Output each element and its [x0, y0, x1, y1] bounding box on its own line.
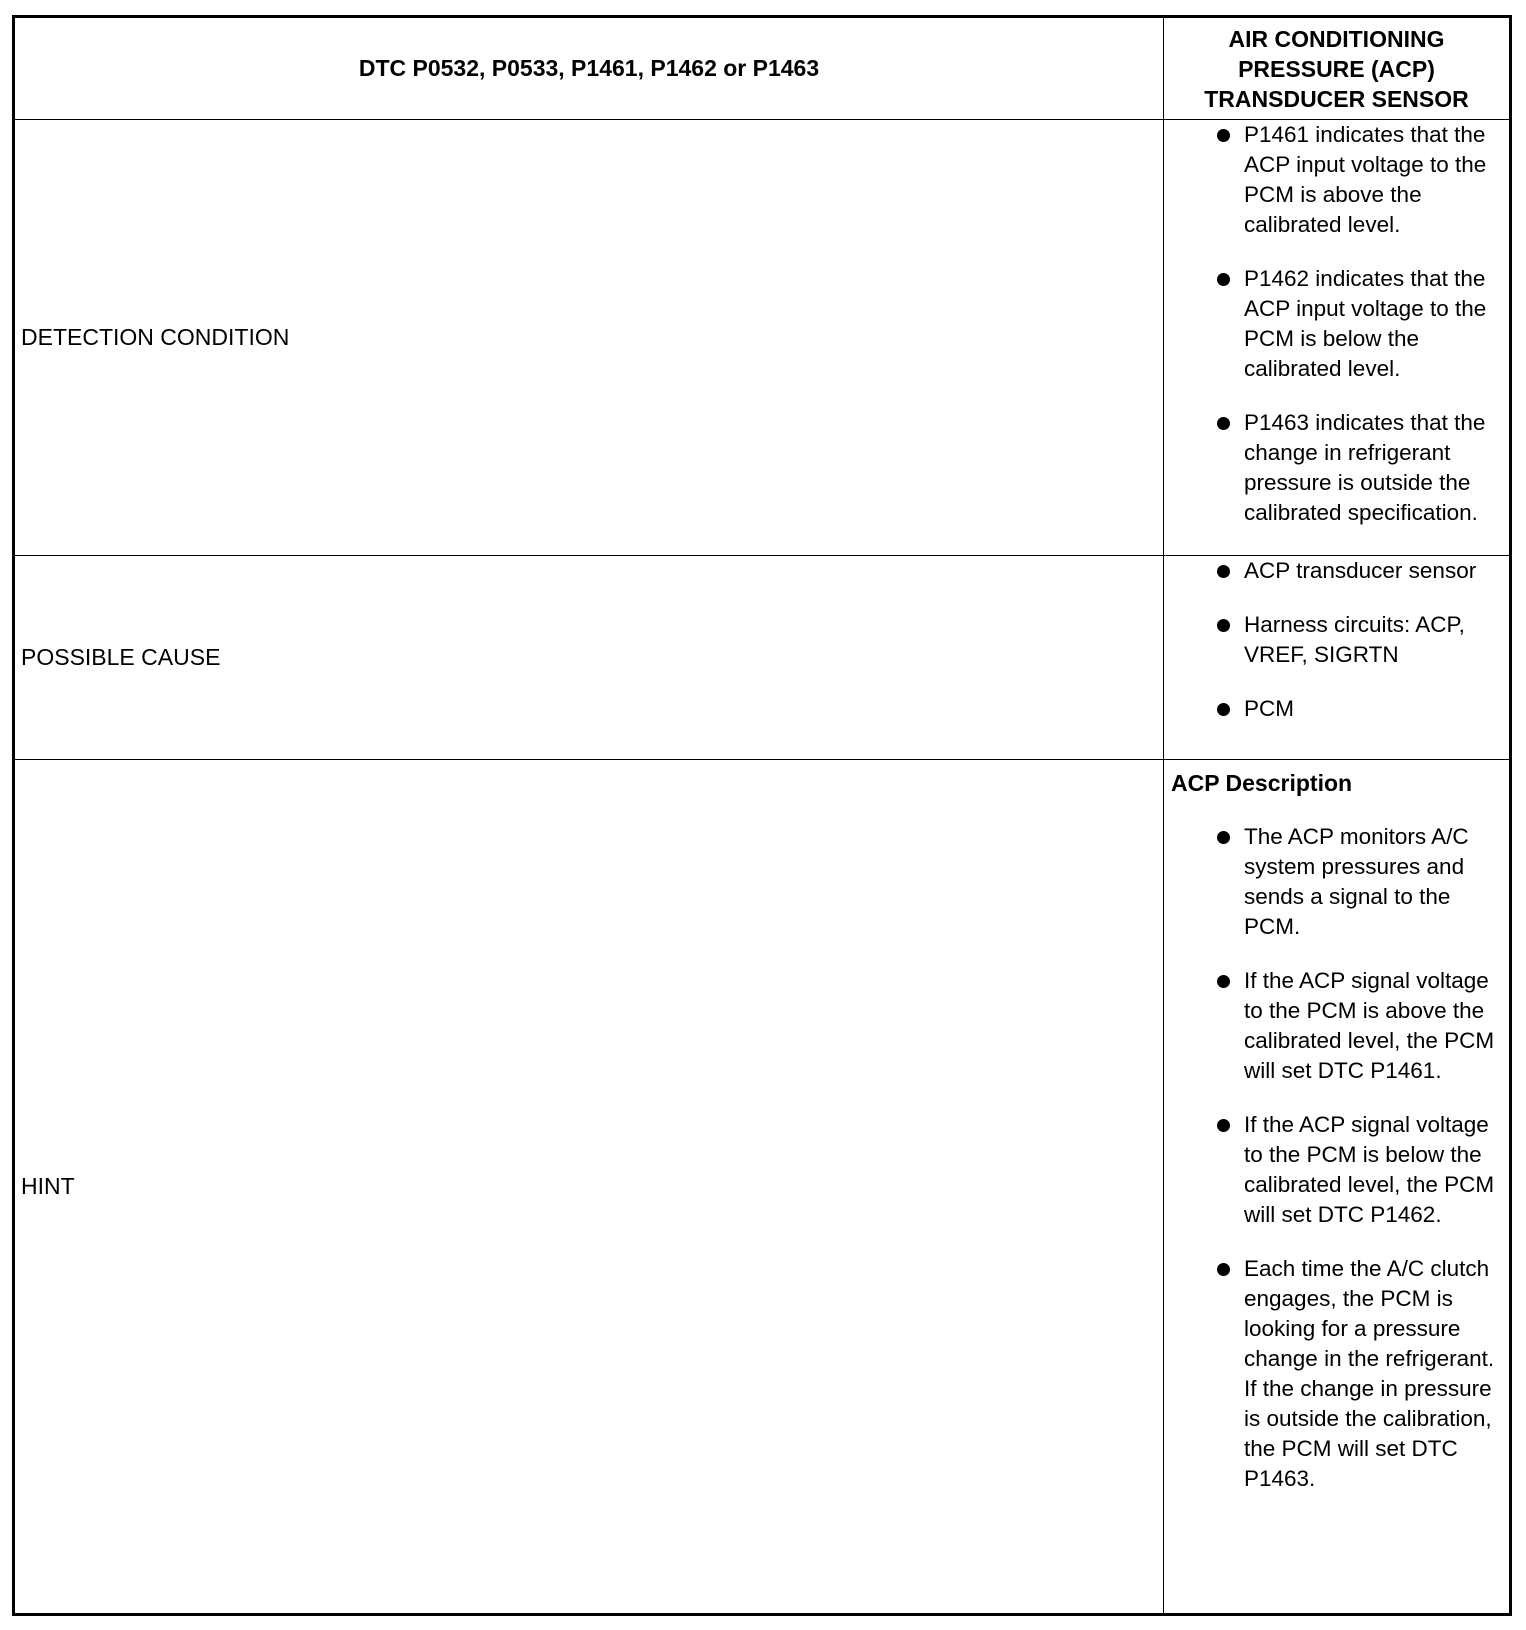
bullet-icon: [1217, 417, 1230, 430]
list-item: The ACP monitors A/C system pressures and sends a signal to the PCM.: [1164, 822, 1509, 942]
bullet-icon: [1217, 565, 1230, 578]
hint-row: [15, 760, 1509, 1613]
detection-condition-label: DETECTION CONDITION: [21, 324, 290, 350]
bullet-icon: [1217, 703, 1230, 716]
hint-label-cell: [15, 760, 1164, 1613]
detection-condition-list: [1164, 120, 1509, 528]
bullet-icon: [1217, 273, 1230, 286]
bullet-icon: [1217, 129, 1230, 142]
detection-condition-content: [1164, 120, 1509, 555]
list-item: If the ACP signal voltage to the PCM is below the calibrated level, the PCM will set DTC P1462.: [1164, 1110, 1509, 1230]
list-item: P1461 indicates that the ACP input voltage to the PCM is above the calibrated level.: [1164, 120, 1509, 240]
detection-condition-row: [15, 120, 1509, 556]
possible-cause-row: [15, 556, 1509, 760]
dtc-table: [12, 15, 1512, 1616]
bullet-icon: [1217, 831, 1230, 844]
bullet-icon: [1217, 975, 1230, 988]
possible-cause-content: [1164, 556, 1509, 759]
table-header-row: [15, 18, 1509, 120]
hint-list: [1164, 822, 1509, 1494]
bullet-icon: [1217, 1263, 1230, 1276]
list-item: P1462 indicates that the ACP input voltage to the PCM is below the calibrated level.: [1164, 264, 1509, 384]
hint-title: ACP Description: [1171, 770, 1353, 796]
hint-content: [1164, 760, 1509, 1613]
possible-cause-label: POSSIBLE CAUSE: [21, 644, 221, 670]
detection-condition-label-cell: [15, 120, 1164, 555]
header-dtc-codes: DTC P0532, P0533, P1461, P1462 or P1463: [15, 18, 1164, 119]
list-item: ACP transducer sensor: [1164, 556, 1509, 586]
bullet-icon: [1217, 619, 1230, 632]
list-item: P1463 indicates that the change in refrigerant pressure is outside the calibrated specification.: [1164, 408, 1509, 528]
list-item: Harness circuits: ACP, VREF, SIGRTN: [1164, 610, 1509, 670]
hint-label: HINT: [21, 1173, 75, 1199]
list-item: Each time the A/C clutch engages, the PCM is looking for a pressure change in the refrigerant. If the change in pressure is outside the calibration, the PCM will set DTC P1463.: [1164, 1254, 1509, 1494]
bullet-icon: [1217, 1119, 1230, 1132]
list-item: PCM: [1164, 694, 1509, 724]
possible-cause-list: [1164, 556, 1509, 724]
header-sensor-name: AIR CONDITIONING PRESSURE (ACP) TRANSDUCER SENSOR: [1204, 25, 1469, 112]
list-item: If the ACP signal voltage to the PCM is above the calibrated level, the PCM will set DTC P1461.: [1164, 966, 1509, 1086]
possible-cause-label-cell: [15, 556, 1164, 759]
